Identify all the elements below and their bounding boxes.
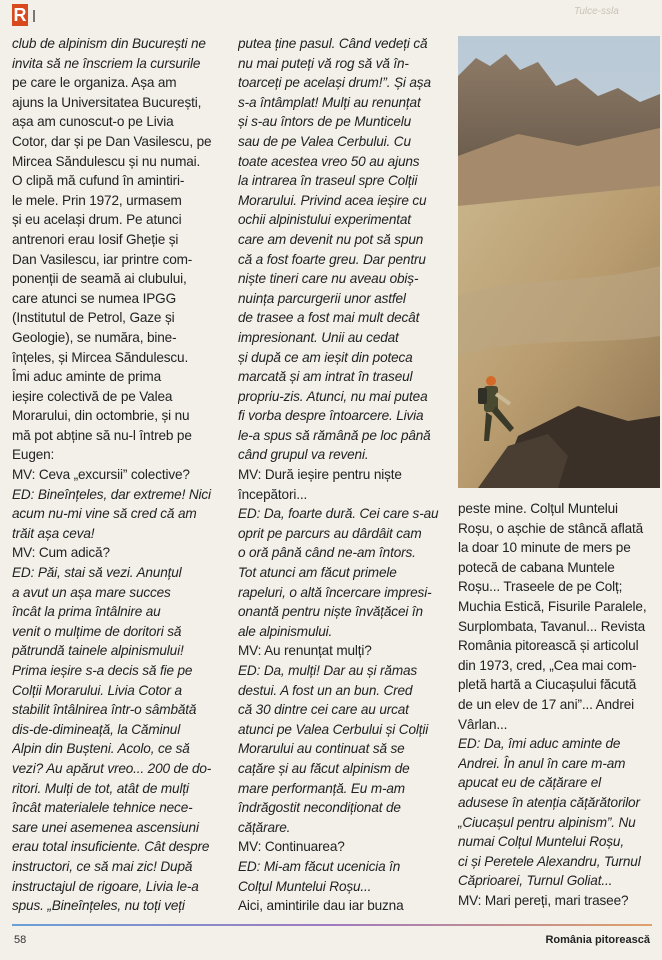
text-line: ritori. Mulți de tot, atât de mulți [12, 780, 189, 796]
text-line: Îmi aduc aminte de prima [12, 369, 162, 385]
text-line: Aici, amintirile dau iar buzna [238, 898, 404, 914]
text-line: potecă de cabana Muntele [458, 559, 615, 575]
text-line: instructori, ce să mai zic! După [12, 858, 193, 874]
text-line: Vârlan... [458, 716, 508, 732]
text-line: care am devenit nu pot să spun [238, 231, 424, 247]
text-line: că 30 dintre cei care au urcat [238, 702, 409, 718]
text-line: Colțul Muntelui Roșu... [238, 878, 372, 894]
magazine-name: România pitorească [545, 934, 650, 946]
text-line: cațăre și au făcut alpinism de [238, 760, 410, 776]
text-line: Eugen: [12, 447, 55, 463]
text-line: pe care le organiza. Așa am [12, 75, 177, 91]
text-line: Surplombata, Tavanul... Revista [458, 618, 646, 634]
text-line: încât materialele tehnice nece- [12, 800, 193, 816]
text-line: venit o mulțime de doritori să [12, 623, 182, 639]
text-line: MV: Mari pereți, mari trasee? [458, 892, 629, 908]
text-line: îndrăgostit necondiționat de [238, 800, 401, 816]
text-line: le-a spus să rămână pe loc până [238, 427, 431, 443]
text-line: sare unei asemenea ascensiuni [12, 819, 199, 835]
text-line: ED: Mi-am făcut ucenicia în [238, 858, 401, 874]
text-line: instructajul de rigoare, Livia le-a [12, 878, 199, 894]
text-line: club de alpinism din București ne [12, 36, 206, 51]
text-line: toate acestea vreo 50 au ajuns [238, 153, 420, 169]
section-header: Tulce-ssla [574, 6, 619, 17]
text-line: mare performanță. Eu m-am [238, 780, 405, 796]
text-line: atunci pe Valea Cerbului și Colții [238, 721, 429, 737]
text-line: că a fost foarte greu. Dar pentru [238, 251, 426, 267]
text-line: la doar 10 minute de mers pe [458, 540, 631, 556]
text-line: ED: Bineînțeles, dar extreme! Nici [12, 486, 211, 502]
text-line: nu mai puteți vă rog să vă în- [238, 55, 409, 71]
text-line: ieșire colectivă de pe Valea [12, 388, 173, 404]
text-line: începători... [238, 486, 308, 502]
text-line: Muchia Estică, Fisurile Paralele, [458, 598, 647, 614]
text-line: din 1973, cred, „Cea mai com- [458, 657, 637, 673]
text-line: Cotor, dar și pe Dan Vasilescu, pe [12, 133, 212, 149]
text-line: trăit așa ceva! [12, 525, 95, 541]
text-line: Tot atunci am făcut primele [238, 565, 397, 581]
text-line: Roșu, o așchie de stâncă aflată [458, 520, 644, 536]
text-line: propriu-zis. Atunci, nu mai putea [238, 388, 428, 404]
text-line: și s-au întors de pe Munticelu [238, 114, 412, 130]
text-line: Dan Vasilescu, iar printre com- [12, 251, 193, 267]
text-line: MV: Au renunțat mulți? [238, 643, 372, 659]
text-line: mă pot abține să nu-l întreb pe [12, 427, 192, 443]
text-line: pătrundă tainele alpinismului! [12, 643, 184, 659]
text-line: apucat eu de cățărare el [458, 775, 602, 791]
text-line: peste mine. Colțul Muntelui [458, 501, 618, 516]
text-line: invita să ne înscriem la cursurile [12, 55, 201, 71]
text-line: vezi? Au apărut vreo... 200 de do- [12, 760, 212, 776]
text-line: antrenori erau Iosif Gheție și [12, 231, 179, 247]
text-line: Morarului. Privind acea ieșire cu [238, 192, 427, 208]
text-line: ochii alpinistului experimentat [238, 212, 411, 228]
text-line: ED: Păi, stai să vezi. Anunțul [12, 565, 182, 581]
text-line: marcată și am intrat în traseul [238, 369, 413, 385]
text-line: cățărare. [238, 819, 291, 835]
text-line: putea ține pasul. Când vedeți că [238, 36, 428, 51]
text-line: de trasee a fost mai mult decât [238, 310, 420, 326]
text-line: impresionant. Unii au cedat [238, 329, 399, 345]
text-line: ED: Da, foarte dură. Cei care s-au [238, 506, 439, 522]
text-line: MV: Dură ieșire pentru niște [238, 467, 402, 483]
text-line: oprit pe parcurs au dârdâit cam [238, 525, 422, 541]
text-line: MV: Ceva „excursii” colective? [12, 467, 190, 483]
text-line: Morarului, din octombrie, și nu [12, 408, 190, 424]
text-line: ale alpinismului. [238, 623, 333, 639]
text-line: niște tineri care nu aveau obiș- [238, 271, 419, 287]
text-line: spus. „Bineînțeles, nu toți veți [12, 898, 185, 914]
text-line: onantă pentru niște învățăcei în [238, 604, 423, 620]
text-line: ponenții de seamă ai clubului, [12, 271, 187, 287]
magazine-logo: R [13, 5, 27, 25]
text-line: dis-de-dimineață, la Căminul [12, 721, 181, 737]
text-line: pletă hartă a Ciucașului făcută [458, 677, 637, 693]
text-line: ci și Peretele Alexandru, Turnul [458, 853, 641, 869]
text-line: O clipă mă cufund în amintiri- [12, 173, 185, 189]
text-line: MV: Continuarea? [238, 839, 345, 855]
text-line: rapeluri, o altă încercare impresi- [238, 584, 432, 600]
text-line: încât la prima întâlnire au [12, 604, 161, 620]
text-line: numai Colțul Muntelui Roșu, [458, 834, 624, 850]
text-line: la intrarea în traseul spre Colții [238, 173, 418, 189]
text-line: s-a întâmplat! Mulți au renunțat [238, 94, 421, 110]
text-line: sau de pe Valea Cerbului. Cu [238, 133, 411, 149]
text-line: a avut un așa mare succes [12, 584, 171, 600]
text-line: Geologie), se număra, bine- [12, 329, 177, 345]
text-line: Roșu... Traseele de pe Colț; [458, 579, 623, 595]
text-line: „Ciucașul pentru alpinism”. Nu [458, 814, 636, 830]
text-line: erau total insuficiente. Cât despre [12, 839, 210, 855]
text-line: toarceți pe același drum!”. Și așa [238, 75, 431, 91]
text-line: și după ce am ieșit din poteca [238, 349, 413, 365]
logo-divider [33, 10, 35, 22]
text-line: Mircea Săndulescu și nu numai. [12, 153, 201, 169]
mountain-climber-photo [458, 36, 660, 488]
text-line: ajuns la Universitatea București, [12, 94, 202, 110]
text-line: de un elev de 17 ani”... Andrei [458, 696, 634, 712]
text-line: (Institutul de Petrol, Gaze și [12, 310, 175, 326]
text-line: Alpin din Bușteni. Acolo, ce să [12, 741, 190, 757]
text-line: ED: Da, îmi aduc aminte de [458, 736, 621, 752]
text-column-2 [238, 34, 450, 916]
text-line: Prima ieșire s-a decis să fie pe [12, 663, 193, 678]
text-line: care atunci se numea IPGG [12, 290, 176, 306]
text-line: adusese în atenția cățărătorilor [458, 794, 640, 810]
text-line: nuința parcurgerii unor astfel [238, 290, 406, 306]
text-line: o oră până când ne-am întors. [238, 545, 416, 561]
text-line: destui. A fost un an bun. Cred [238, 682, 413, 698]
text-line: așa am cunoscut-o pe Livia [12, 114, 174, 130]
page-number: 58 [14, 934, 27, 946]
text-column-1 [12, 34, 227, 916]
text-line: și eu același drum. Pe atunci [12, 212, 182, 228]
text-line: înțeles, și Mircea Săndulescu. [12, 349, 189, 365]
text-line: MV: Cum adică? [12, 545, 110, 561]
text-line: fi vorba despre întoarcere. Livia [238, 408, 424, 424]
text-line: Căprioarei, Turnul Goliat... [458, 873, 613, 889]
footer-rule [12, 924, 652, 926]
text-line: România pitorească și articolul [458, 638, 639, 654]
text-line: când grupul va reveni. [238, 447, 369, 463]
text-line: stabilit întâlnirea într-o sâmbătă [12, 702, 197, 718]
text-line: le mele. Prin 1972, urmasem [12, 192, 182, 208]
text-line: Andrei. În anul în care m-am [458, 755, 626, 771]
text-line: Morarului au continuat să se [238, 741, 405, 757]
text-line: ED: Da, mulți! Dar au și rămas [238, 663, 418, 678]
text-line: acum nu-mi vine să cred că am [12, 506, 197, 522]
text-line: Colții Morarului. Livia Cotor a [12, 682, 182, 698]
text-column-3 [458, 499, 658, 910]
